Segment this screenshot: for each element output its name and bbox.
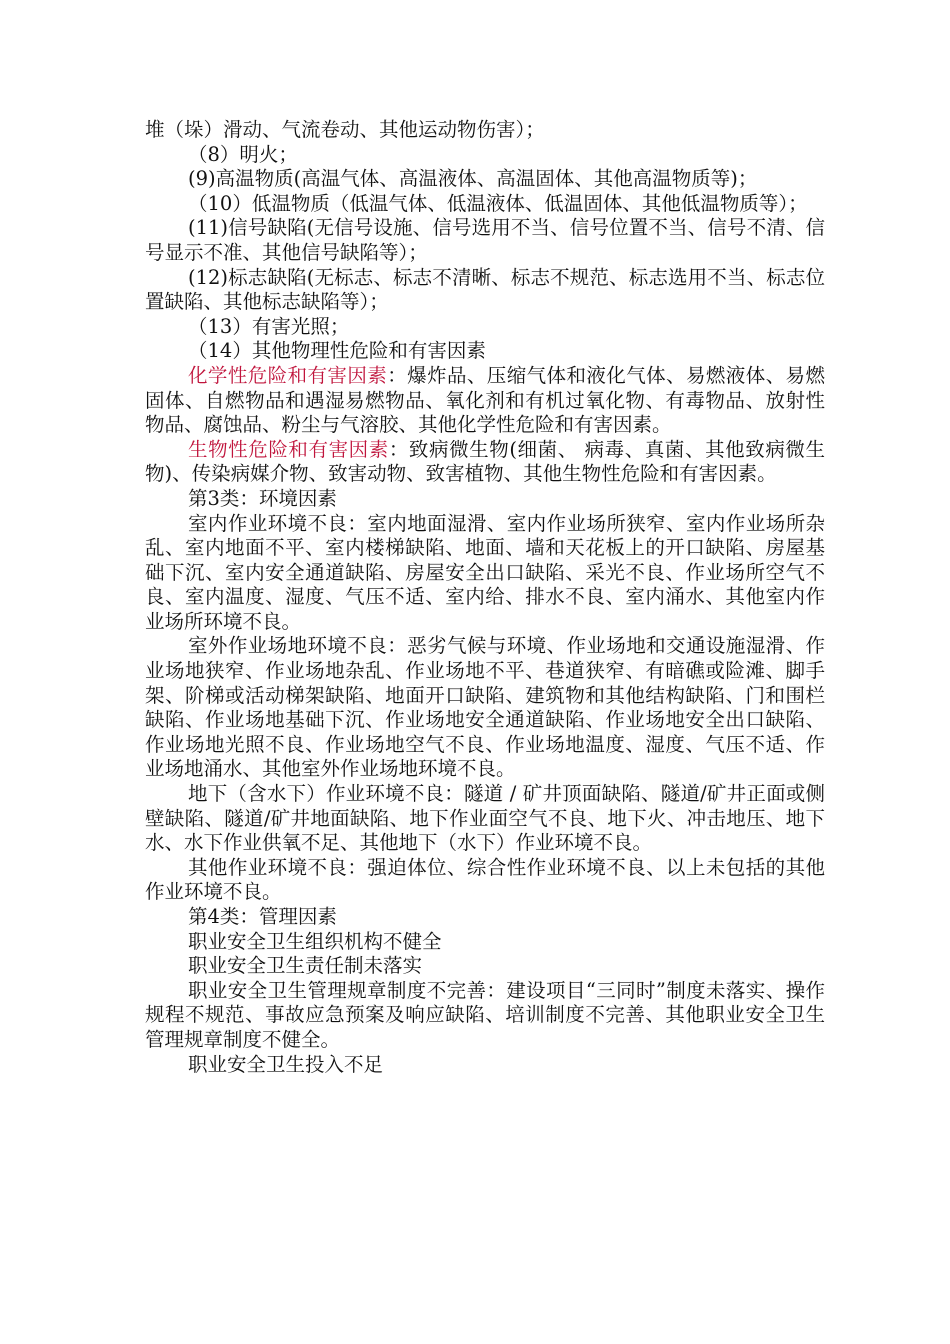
paragraph-text: 其他作业环境不良：强迫体位、综合性作业环境不良、以上未包括的其他作业环境不良。 <box>145 855 825 904</box>
paragraph-text: 职业安全卫生责任制未落实 <box>188 954 423 978</box>
paragraph-text: 堆（垛）滑动、气流卷动、其他运动物伤害）； <box>145 118 545 141</box>
section-heading: 生物性危险和有害因素 <box>188 437 389 461</box>
paragraph-text: 职业安全卫生组织机构不健全 <box>188 929 442 953</box>
paragraph <box>145 192 825 217</box>
paragraph <box>145 954 825 979</box>
paragraph <box>145 216 825 265</box>
paragraph-text: 第4类：管理因素 <box>188 905 337 928</box>
paragraph-text: 第3类：环境因素 <box>188 486 337 510</box>
paragraph-text: 室内作业环境不良：室内地面湿滑、室内作业场所狭窄、室内作业场所杂乱、室内地面不平、室内楼梯缺陷、地面、墙和天花板上的开口缺陷、房屋基础下沉、室内安全通道缺陷、房屋安全出口缺陷、采光不良、作业场所空气不良、室内温度、湿度、气压不适、室内给、排水不良、室内涌水、其他室内作业场所环境不良。 <box>145 511 825 633</box>
paragraph-text: （14）其他物理性危险和有害因素 <box>188 339 486 363</box>
paragraph <box>145 315 825 340</box>
paragraph <box>145 339 825 364</box>
paragraph <box>145 634 825 782</box>
paragraph-text: （13）有害光照； <box>188 314 350 338</box>
paragraph <box>145 905 825 930</box>
paragraph-text: 室外作业场地环境不良：恶劣气候与环境、作业场地和交通设施湿滑、作业场地狭窄、作业场地杂乱、作业场地不平、巷道狭窄、有暗礁或险滩、脚手架、阶梯或活动梯架缺陷、地面开口缺陷、建筑物和其他结构缺陷、门和围栏缺陷、作业场地基础下沉、作业场地安全通道缺陷、作业场地安全出口缺陷、作业场地光照不良、作业场地空气不良、作业场地温度、湿度、气压不适、作业场地涌水、其他室外作业场地环境不良。 <box>145 634 825 781</box>
paragraph <box>145 1053 825 1078</box>
paragraph-text: ：爆炸品、压缩气体和液化气体、易燃液体、易燃固体、自燃物品和遇湿易燃物品、氧化剂和有机过氧化物、有毒物品、放射性物品、腐蚀品、粉尘与气溶胶、其他化学性危险和有害因素。 <box>145 363 825 437</box>
paragraph <box>145 930 825 955</box>
paragraph <box>145 782 825 856</box>
paragraph <box>145 143 825 168</box>
paragraph <box>145 512 825 635</box>
paragraph <box>145 167 825 192</box>
paragraph-text: （8）明火； <box>188 142 298 166</box>
section-heading: 化学性危险和有害因素 <box>188 363 388 387</box>
paragraph <box>145 979 825 1053</box>
paragraph-text: (12)标志缺陷(无标志、标志不清晰、标志不规范、标志选用不当、标志位置缺陷、其他标志缺陷等）； <box>145 265 825 314</box>
paragraph-text: (11)信号缺陷(无信号设施、信号选用不当、信号位置不当、信号不清、信号显示不准、其他信号缺陷等）； <box>145 216 825 264</box>
paragraph-text: 职业安全卫生管理规章制度不完善：建设项目“三同时”制度未落实、操作规程不规范、事故应急预案及响应缺陷、培训制度不完善、其他职业安全卫生管理规章制度不健全。 <box>145 978 825 1051</box>
paragraph <box>145 266 825 315</box>
paragraph-text: ：致病微生物(细菌、 病毒、真菌、其他致病微生物)、传染病媒介物、致害动物、致害植物、其他生物性危险和有害因素。 <box>145 437 825 486</box>
paragraph <box>145 487 825 512</box>
paragraph <box>145 438 825 487</box>
paragraph-text: 职业安全卫生投入不足 <box>188 1052 384 1076</box>
document-body <box>145 118 825 1077</box>
paragraph-text: (9)高温物质(高温气体、高温液体、高温固体、其他高温物质等)； <box>188 167 758 191</box>
paragraph-text: （10）低温物质（低温气体、低温液体、低温固体、其他低温物质等）； <box>188 191 808 215</box>
paragraph <box>145 364 825 438</box>
paragraph <box>145 856 825 905</box>
paragraph-text: 地下（含水下）作业环境不良：隧道 / 矿井顶面缺陷、隧道/矿井正面或侧壁缺陷、隧道/矿井地面缺陷、地下作业面空气不良、地下火、冲击地压、地下水、水下作业供氧不足、其他地下（水下）作业环境不良。 <box>145 782 825 855</box>
paragraph <box>145 118 825 143</box>
